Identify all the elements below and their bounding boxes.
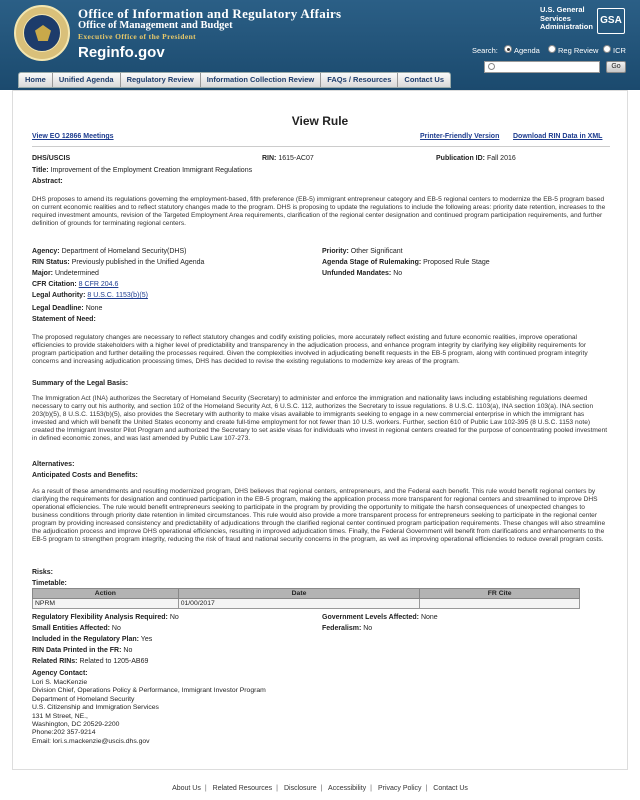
- footer-disclosure[interactable]: Disclosure: [283, 785, 317, 792]
- contact-label: Agency Contact:: [32, 670, 88, 677]
- legal-basis-label: Summary of the Legal Basis:: [32, 380, 129, 387]
- costs-label: Anticipated Costs and Benefits:: [32, 472, 138, 479]
- title-label: Title:: [32, 167, 49, 174]
- contact-line: Division Chief, Operations Policy & Performance, Immigrant Investor Program: [32, 687, 266, 695]
- timetable-header-frcite: FR Cite: [420, 589, 580, 599]
- legal-authority-link[interactable]: 8 U.S.C. 1153(b)(5): [87, 292, 148, 299]
- footer-separator: |: [370, 785, 372, 792]
- gsa-text: U.S. General Services Administration: [540, 5, 593, 31]
- nav-information-collection-review[interactable]: Information Collection Review: [201, 73, 322, 87]
- federalism-label: Federalism:: [322, 625, 362, 632]
- need-label: Statement of Need:: [32, 316, 96, 323]
- footer-contact-us[interactable]: Contact Us: [433, 785, 468, 792]
- stage-value: Proposed Rule Stage: [423, 259, 490, 266]
- related-rins-label: Related RINs:: [32, 658, 78, 665]
- flex-field: [32, 614, 179, 621]
- rin-status-value: Previously published in the Unified Agenda: [71, 259, 205, 266]
- pub-value: Fall 2016: [486, 155, 516, 162]
- legal-basis-text: The Immigration Act (INA) authorizes the Secretary of Homeland Security (Secretary) to administer and enforce the immigration and nationality laws including establishing regulations deemed necessary to carry out his authority, and section 102 of the Homeland Security Act, 6 U.S.C. 112, authorizes the Secretary to issue regulations. 8 U.S.C. 1103(a), INA section 103(a). INA section 203(b)(5), 8 U.S.C. 1153(b)(5), also provides the Secretary with authority to make visas available to immigrants seeking to engage in a new commercial enterprise in which the immigrant has invested and which will benefit the United States economy and create full-time employment for not fewer than 10 U.S. workers. Further, section 610 of Public Law 102-395 (8 U.S.C. 1153 note) created the Immigrant Investor Pilot Program and authorized the Secretary to set aside visas for individuals who invest in regional centers created for the purpose of concentrating pooled investment in defined economic zones, and was last amended by Public Law 107-273.: [32, 395, 608, 442]
- rin-printed-value: No: [123, 647, 133, 654]
- agency-field: [32, 248, 186, 255]
- nav-faqs-resources[interactable]: FAQs / Resources: [321, 73, 398, 87]
- go-button[interactable]: Go: [606, 61, 626, 73]
- flex-value: No: [169, 614, 179, 621]
- timetable-header-date: Date: [178, 589, 420, 599]
- abstract-label: Abstract:: [32, 178, 63, 185]
- search-radio-reg-review[interactable]: [548, 45, 556, 53]
- org-name: Office of Information and Regulatory Affairs: [78, 6, 342, 21]
- title-value: Improvement of the Employment Creation Immigrant Regulations: [50, 167, 253, 174]
- rin-status-label: RIN Status:: [32, 259, 70, 266]
- gov-levels-value: None: [420, 614, 438, 621]
- cfr-field: [32, 281, 118, 288]
- nav-contact-us[interactable]: Contact Us: [404, 75, 444, 84]
- gov-levels-label: Government Levels Affected:: [322, 614, 419, 621]
- publication-field: [436, 155, 516, 162]
- federalism-value: No: [363, 625, 373, 632]
- footer-accessibility[interactable]: Accessibility: [328, 785, 367, 792]
- rin-status-field: [32, 259, 204, 266]
- timetable-header-row: [33, 589, 580, 599]
- rin-value: 1615-AC07: [278, 155, 314, 162]
- need-text: The proposed regulatory changes are necessary to reflect statutory changes and codify existing policies, more accurately reflect existing and future economic realities, improve operational efficiencies to provide stakeholders with a higher level of predictability and transparency in the adjudication process, and enhance program integrity by clarifying key eligibility requirements for program participation and further detailing the processes required. Given the complexities involved in adjudicating benefit requests in the EB-5 program, along with continued program integrity concerns and increasing adjudication processing times, DHS has decided to revise the existing regulations to modernize key areas of the program.: [32, 334, 588, 365]
- legal-authority-label: Legal Authority:: [32, 292, 86, 299]
- stage-field: [322, 259, 490, 266]
- deadline-value: None: [85, 305, 103, 312]
- search-radio-agenda-label: Agenda: [514, 46, 540, 55]
- timetable-header-action: Action: [33, 589, 179, 599]
- site-footer: [0, 785, 640, 792]
- regulatory-plan-label: Included in the Regulatory Plan:: [32, 636, 139, 643]
- main-nav: [18, 72, 451, 88]
- search-input[interactable]: [484, 61, 600, 73]
- timetable-table: [32, 588, 580, 609]
- gov-levels-field: [322, 614, 438, 621]
- page-title: View Rule: [291, 114, 349, 128]
- contact-email: Email: lori.s.mackenzie@uscis.dhs.gov: [32, 737, 150, 745]
- abstract-text: DHS proposes to amend its regulations governing the employment-based, fifth preference (EB-5) immigrant entrepreneur category and EB-5 regional centers to modernize the EB-5 program based on current economic realities and to reflect statutory changes made to the program. DHS is proposing to update the regulations to include the following areas: priority date retention, increases to the required investment amounts, revision of the Targeted Employment Area requirements, clarification of the regional center designation and continued program participation requirements, and further definition of grounds for terminating regional centers.: [32, 196, 606, 227]
- footer-related-resources[interactable]: Related Resources: [212, 785, 273, 792]
- regulatory-plan-value: Yes: [140, 636, 153, 643]
- federalism-field: [322, 625, 372, 632]
- flex-label: Regulatory Flexibility Analysis Required:: [32, 614, 168, 621]
- omb-seal-logo[interactable]: [14, 5, 70, 61]
- stage-label: Agenda Stage of Rulemaking:: [322, 259, 422, 266]
- contact-line: Lori S. MacKenzie: [32, 679, 88, 686]
- agency-code: DHS/USCIS: [32, 155, 71, 162]
- small-entities-field: [32, 625, 121, 632]
- priority-value: Other Significant: [350, 248, 403, 255]
- search-radio-reg-review-label: Reg Review: [558, 46, 599, 55]
- priority-label: Priority:: [322, 248, 349, 255]
- deadline-label: Legal Deadline:: [32, 305, 84, 312]
- footer-about-us[interactable]: About Us: [172, 785, 201, 792]
- seal-center: [23, 14, 61, 52]
- small-entities-label: Small Entities Affected:: [32, 625, 110, 632]
- legal-authority-field: [32, 292, 148, 299]
- contact-line: Washington, DC 20529-2200: [32, 721, 120, 729]
- timetable-label: Timetable:: [32, 580, 67, 587]
- org-parent: Office of Management and Budget: [78, 20, 233, 31]
- title-field: [32, 167, 252, 174]
- footer-privacy-policy[interactable]: Privacy Policy: [377, 785, 422, 792]
- timetable-cell-action: NPRM: [33, 599, 179, 609]
- deadline-field: [32, 305, 102, 312]
- search-radio-agenda[interactable]: [504, 45, 512, 53]
- timetable-cell-date: 01/00/2017: [178, 599, 420, 609]
- unfunded-label: Unfunded Mandates:: [322, 270, 392, 277]
- search-radio-icr-label: ICR: [613, 46, 626, 55]
- gsa-logo[interactable]: GSA: [597, 8, 625, 34]
- small-entities-value: No: [111, 625, 121, 632]
- agency-contact: [32, 679, 266, 746]
- unfunded-field: [322, 270, 402, 277]
- rin-printed-field: [32, 647, 132, 654]
- rin-printed-label: RIN Data Printed in the FR:: [32, 647, 122, 654]
- eo-meetings-link[interactable]: View EO 12866 Meetings: [32, 133, 114, 140]
- cfr-link[interactable]: 8 CFR 204.6: [78, 281, 119, 288]
- footer-separator: |: [276, 785, 278, 792]
- pub-label: Publication ID:: [436, 155, 485, 162]
- divider: [32, 146, 610, 147]
- search-label: Search:: [472, 46, 498, 55]
- eagle-icon: [35, 25, 51, 41]
- footer-separator: |: [425, 785, 428, 792]
- related-rins-field: [32, 658, 148, 665]
- org-executive: Executive Office of the President: [78, 32, 197, 41]
- footer-separator: |: [320, 785, 323, 792]
- contact-line: U.S. Citizenship and Immigration Services: [32, 704, 159, 712]
- footer-separator: |: [204, 785, 207, 792]
- contact-line: 131 M Street, NE.,: [32, 712, 88, 720]
- related-rins-value: Related to 1205-AB69: [79, 658, 149, 665]
- nav-unified-agenda[interactable]: Unified Agenda: [53, 73, 121, 87]
- alternatives-label: Alternatives:: [32, 461, 75, 468]
- regulatory-plan-field: [32, 636, 152, 643]
- table-row: [33, 599, 580, 609]
- priority-field: [322, 248, 403, 255]
- major-field: [32, 270, 99, 277]
- download-xml-link[interactable]: Download RIN Data in XML: [513, 133, 603, 140]
- site-header: [0, 0, 640, 90]
- major-label: Major:: [32, 270, 53, 277]
- unfunded-value: No: [393, 270, 403, 277]
- timetable-cell-frcite: [420, 599, 580, 609]
- site-name[interactable]: Reginfo.gov: [78, 44, 165, 61]
- cfr-label: CFR Citation:: [32, 281, 77, 288]
- search-radio-icr[interactable]: [603, 45, 611, 53]
- major-value: Undetermined: [54, 270, 99, 277]
- rin-field: [262, 155, 314, 162]
- agency-value: Department of Homeland Security(DHS): [61, 248, 187, 255]
- nav-home[interactable]: Home: [19, 73, 53, 87]
- printer-friendly-link[interactable]: Printer-Friendly Version: [420, 133, 500, 140]
- contact-line: Phone:202 357-9214: [32, 729, 96, 737]
- search-icon: [488, 63, 495, 70]
- rin-label: RIN:: [262, 155, 277, 162]
- risks-label: Risks:: [32, 569, 54, 576]
- agency-label: Agency:: [32, 248, 60, 255]
- costs-text: As a result of these amendments and resulting modernized program, DHS believes that regional centers, entrepreneurs, and the Federal each benefit. This rule would benefit regional centers by clarifying the requirements for designation and continued participation in the EB-5 program, making the application process more transparent for regional centers and streamlined to improve DHS operational efficiencies. The rule would benefit entrepreneurs seeking to participate in the program by providing the opportunity to mitigate the harsh consequences of unexpected changes to business conditions through priority date retention in limited circumstances. This rule would also provide a more transparent process for entrepreneurs seeking to participate in the regional center program by providing increased consistency and predictability of adjudications through the clarified regional center continued program participation requirements. These changes will also streamline the adjudication process and improve DHS operational efficiencies, resulting in improved adjudication times. Finally, the Federal Government will benefit from clarifications and enhancements to the EB-5 program to strengthen program integrity, reducing the risk of fraud and national security concerns in the program, as well as improving operational efficiencies to reduce overall program costs.: [32, 488, 606, 543]
- contact-line: Department of Homeland Security: [32, 695, 135, 703]
- nav-regulatory-review[interactable]: Regulatory Review: [121, 73, 201, 87]
